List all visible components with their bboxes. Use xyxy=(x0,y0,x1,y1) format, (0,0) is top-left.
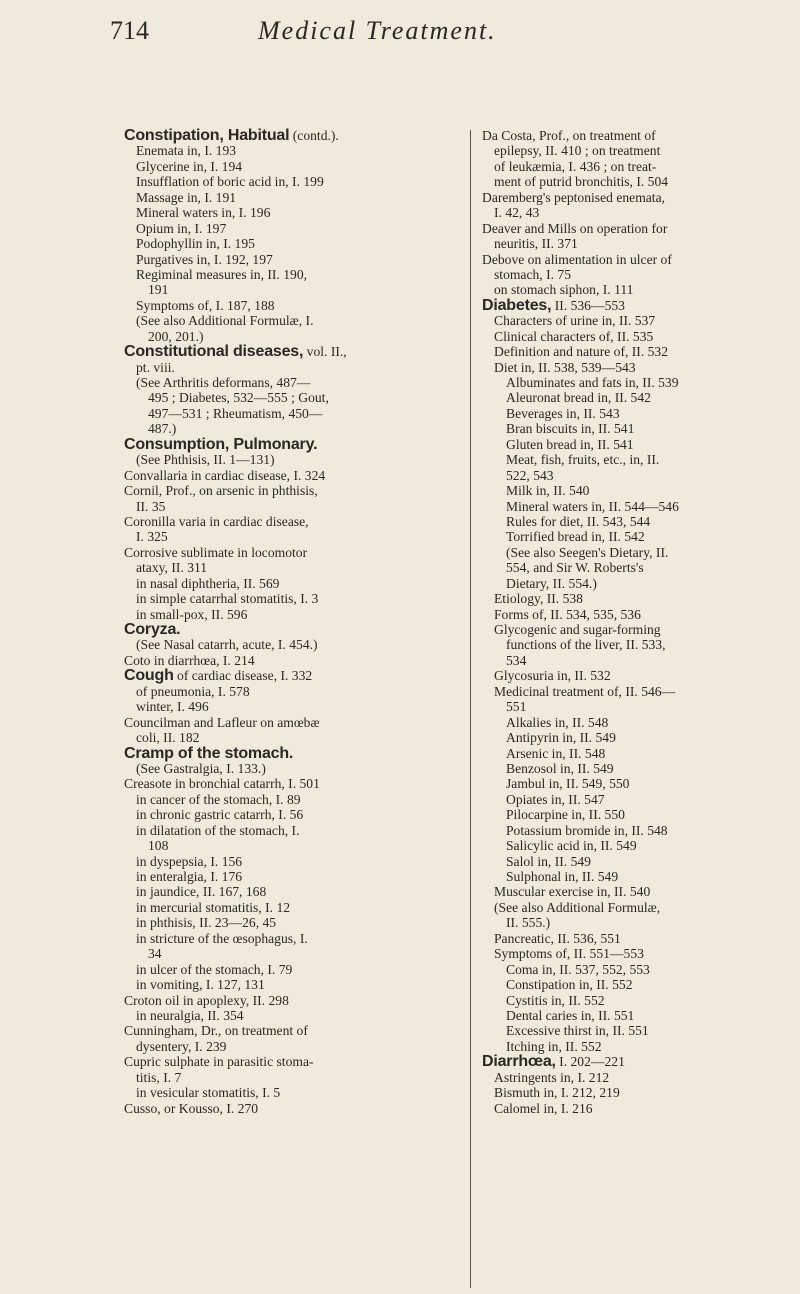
index-entry-text: in small-pox, II. 596 xyxy=(136,606,248,622)
index-entry-line xyxy=(124,174,460,189)
index-heading: Consumption, Pulmonary. xyxy=(124,435,318,453)
index-entry-line xyxy=(482,761,800,776)
index-entry-line xyxy=(124,653,460,668)
index-entry-text: 34 xyxy=(148,946,162,962)
index-entry-line xyxy=(124,267,460,282)
index-entry-line xyxy=(482,699,800,714)
index-entry-text: Enemata in, I. 193 xyxy=(136,143,237,159)
index-entry-text: (See Phthisis, II. 1—131) xyxy=(136,452,275,468)
index-entry-line xyxy=(124,1023,460,1038)
index-entry-line xyxy=(482,900,800,915)
index-entry-line xyxy=(482,915,800,930)
column-divider xyxy=(470,130,471,1288)
index-entry-line xyxy=(124,699,460,714)
index-entry-text: Cunningham, Dr., on treatment of xyxy=(124,1023,308,1039)
index-entry-text: Cystitis in, II. 552 xyxy=(506,992,605,1008)
index-entry-line xyxy=(124,329,460,344)
index-entry-text: 108 xyxy=(148,838,169,854)
index-entry-line xyxy=(124,282,460,297)
index-entry-text: Convallaria in cardiac disease, I. 324 xyxy=(124,467,326,483)
index-entry-line xyxy=(124,159,460,174)
index-entry-text: Cornil, Prof., on arsenic in phthisis, xyxy=(124,483,318,499)
index-heading: Constitutional diseases, xyxy=(124,343,304,361)
index-entry-line xyxy=(124,637,460,652)
index-entry-text: Symptoms of, II. 551—553 xyxy=(494,946,644,962)
index-entry-text: Regiminal measures in, II. 190, xyxy=(136,266,308,282)
index-entry-line xyxy=(482,205,800,220)
index-entry-text: Potassium bromide in, II. 548 xyxy=(506,822,668,838)
index-entry-text: in jaundice, II. 167, 168 xyxy=(136,884,267,900)
index-entry-line xyxy=(482,452,800,467)
index-heading: Diabetes, xyxy=(482,296,552,314)
index-entry-line xyxy=(124,221,460,236)
index-entry-line xyxy=(482,1023,800,1038)
index-entry-text: in vesicular stomatitis, I. 5 xyxy=(136,1085,281,1101)
index-entry-line xyxy=(124,468,460,483)
index-entry-text: 497—531 ; Rheumatism, 450— xyxy=(148,405,323,421)
index-entry-text: titis, I. 7 xyxy=(136,1069,182,1085)
index-entry-text: ment of putrid bronchitis, I. 504 xyxy=(494,174,669,190)
index-entry-line xyxy=(124,807,460,822)
index-entry-text: vol. II., xyxy=(303,344,347,360)
index-entry-line xyxy=(124,1008,460,1023)
index-entry-line xyxy=(482,468,800,483)
index-entry-text: of leukæmia, I. 436 ; on treat- xyxy=(494,158,657,174)
index-entry-text: Glycosuria in, II. 532 xyxy=(494,668,611,684)
index-entry-line xyxy=(124,375,460,390)
index-entry-line xyxy=(482,1054,800,1069)
index-entry-text: in neuralgia, II. 354 xyxy=(136,1007,244,1023)
index-entry-text: in nasal diphtheria, II. 569 xyxy=(136,575,280,591)
index-entry-text: Calomel in, I. 216 xyxy=(494,1100,593,1116)
index-heading: Coryza. xyxy=(124,621,181,638)
index-entry-line xyxy=(124,514,460,529)
index-entry-line xyxy=(482,159,800,174)
index-entry-text: in stricture of the œsophagus, I. xyxy=(136,930,308,946)
index-entry-text: Creasote in bronchial catarrh, I. 501 xyxy=(124,776,320,792)
index-entry-text: Milk in, II. 540 xyxy=(506,483,590,499)
index-entry-text: 487.) xyxy=(148,421,177,437)
index-entry-text: Podophyllin in, I. 195 xyxy=(136,236,255,252)
index-entry-text: Characters of urine in, II. 537 xyxy=(494,313,656,329)
index-column-right xyxy=(482,128,800,1116)
index-entry-line xyxy=(124,298,460,313)
index-entry-line xyxy=(124,668,460,683)
index-entry-line xyxy=(124,437,460,452)
index-entry-text: Glycerine in, I. 194 xyxy=(136,158,243,174)
index-entry-text: (See Gastralgia, I. 133.) xyxy=(136,760,266,776)
page-number: 714 xyxy=(110,16,149,45)
index-entry-line xyxy=(482,668,800,683)
index-entry-line xyxy=(482,221,800,236)
index-entry-text: Sulphonal in, II. 549 xyxy=(506,869,619,884)
index-entry-line xyxy=(124,776,460,791)
index-entry-text: Salol in, II. 549 xyxy=(506,853,591,869)
index-entry-text: Aleuronat bread in, II. 542 xyxy=(506,390,651,406)
index-entry-line xyxy=(482,1085,800,1100)
index-entry-line xyxy=(482,746,800,761)
index-entry-line xyxy=(482,344,800,359)
index-entry-line xyxy=(124,761,460,776)
index-entry-text: Glycogenic and sugar-forming xyxy=(494,622,661,637)
index-column-left xyxy=(124,128,460,1116)
index-entry-text: I. 325 xyxy=(136,529,168,545)
index-entry-line xyxy=(482,869,800,884)
index-entry-line xyxy=(124,591,460,606)
index-entry-line xyxy=(124,128,460,143)
index-entry-text: dysentery, I. 239 xyxy=(136,1038,227,1054)
index-entry-line xyxy=(124,1101,460,1116)
index-entry-line xyxy=(482,591,800,606)
index-entry-line xyxy=(124,452,460,467)
index-entry-line xyxy=(482,437,800,452)
index-entry-text: II. 536—553 xyxy=(551,297,625,313)
index-entry-line xyxy=(482,560,800,575)
index-entry-text: Albuminates and fats in, II. 539 xyxy=(506,375,679,390)
index-entry-text: epilepsy, II. 410 ; on treatment xyxy=(494,143,661,159)
index-entry-text: (See also Additional Formulæ, xyxy=(494,899,661,915)
index-entry-line xyxy=(124,715,460,730)
index-entry-text: in ulcer of the stomach, I. 79 xyxy=(136,961,293,977)
index-entry-text: Muscular exercise in, II. 540 xyxy=(494,884,651,900)
index-entry-text: Clinical characters of, II. 535 xyxy=(494,328,654,344)
index-entry-text: in enteralgia, I. 176 xyxy=(136,869,243,884)
index-entry-line xyxy=(124,1085,460,1100)
index-entry-text: Constipation in, II. 552 xyxy=(506,977,633,993)
index-entry-line xyxy=(482,823,800,838)
index-entry-text: Purgatives in, I. 192, 197 xyxy=(136,251,273,267)
index-entry-text: Jambul in, II. 549, 550 xyxy=(506,776,630,792)
index-entry-line xyxy=(124,344,460,359)
index-entry-text: functions of the liver, II. 533, xyxy=(506,637,666,653)
index-entry-line xyxy=(124,854,460,869)
index-entry-line xyxy=(482,298,800,313)
index-entry-text: (contd.). xyxy=(289,128,339,143)
index-entry-line xyxy=(124,236,460,251)
index-entry-text: Astringents in, I. 212 xyxy=(494,1069,610,1085)
index-entry-line xyxy=(482,360,800,375)
index-entry-text: in phthisis, II. 23—26, 45 xyxy=(136,915,277,931)
index-entry-line xyxy=(482,576,800,591)
index-entry-text: on stomach siphon, I. 111 xyxy=(494,282,634,298)
index-entry-line xyxy=(124,915,460,930)
index-entry-line xyxy=(482,529,800,544)
index-entry-line xyxy=(482,128,800,143)
index-entry-text: Arsenic in, II. 548 xyxy=(506,745,606,761)
index-entry-line xyxy=(124,946,460,961)
index-entry-text: pt. viii. xyxy=(136,359,175,375)
index-entry-text: Bismuth in, I. 212, 219 xyxy=(494,1085,620,1101)
index-entry-text: Mineral waters in, I. 196 xyxy=(136,205,271,221)
index-entry-text: II. 555.) xyxy=(506,915,551,931)
index-entry-text: in simple catarrhal stomatitis, I. 3 xyxy=(136,591,319,607)
index-entry-text: Councilman and Lafleur on amœbæ xyxy=(124,714,320,730)
index-heading: Cough xyxy=(124,667,174,685)
index-entry-text: 495 ; Diabetes, 532—555 ; Gout, xyxy=(148,390,329,406)
index-entry-line xyxy=(482,884,800,899)
index-entry-line xyxy=(124,607,460,622)
index-entry-text: Coronilla varia in cardiac disease, xyxy=(124,513,309,529)
index-entry-text: Meat, fish, fruits, etc., in, II. xyxy=(506,452,660,468)
index-entry-text: in vomiting, I. 127, 131 xyxy=(136,977,265,993)
index-entry-text: Itching in, II. 552 xyxy=(506,1038,602,1054)
index-entry-line xyxy=(482,715,800,730)
index-entry-line xyxy=(482,1008,800,1023)
index-entry-line xyxy=(124,730,460,745)
index-entry-line xyxy=(482,838,800,853)
index-entry-line xyxy=(124,1039,460,1054)
index-entry-text: Antipyrin in, II. 549 xyxy=(506,730,616,746)
index-entry-line xyxy=(124,390,460,405)
index-entry-line xyxy=(124,684,460,699)
index-entry-text: Coma in, II. 537, 552, 553 xyxy=(506,961,650,977)
index-entry-text: Cusso, or Kousso, I. 270 xyxy=(124,1100,259,1116)
index-entry-line xyxy=(482,792,800,807)
index-entry-text: 551 xyxy=(506,699,527,715)
index-entry-line xyxy=(124,622,460,637)
index-entry-line xyxy=(482,545,800,560)
index-entry-line xyxy=(482,329,800,344)
index-entry-text: Pancreatic, II. 536, 551 xyxy=(494,930,621,946)
page-header xyxy=(0,8,800,58)
index-entry-text: 522, 543 xyxy=(506,467,554,483)
index-entry-text: Opiates in, II. 547 xyxy=(506,791,605,807)
index-entry-text: Forms of, II. 534, 535, 536 xyxy=(494,606,641,622)
index-entry-text: Alkalies in, II. 548 xyxy=(506,714,609,730)
index-entry-line xyxy=(482,946,800,961)
index-entry-text: Etiology, II. 538 xyxy=(494,591,583,607)
index-entry-text: of cardiac disease, I. 332 xyxy=(173,668,313,684)
index-entry-text: Pilocarpine in, II. 550 xyxy=(506,807,625,823)
index-entry-text: 191 xyxy=(148,282,169,298)
index-entry-line xyxy=(124,576,460,591)
index-entry-text: Coto in diarrhœa, I. 214 xyxy=(124,652,255,668)
index-entry-line xyxy=(124,252,460,267)
index-entry-text: Insufflation of boric acid in, I. 199 xyxy=(136,174,324,190)
index-entry-text: in cancer of the stomach, I. 89 xyxy=(136,791,301,807)
index-entry-text: in dilatation of the stomach, I. xyxy=(136,822,300,838)
index-entry-line xyxy=(482,267,800,282)
index-entry-text: Dietary, II. 554.) xyxy=(506,575,597,591)
index-heading: Diarrhœa, xyxy=(482,1053,556,1071)
index-entry-text: Torrified bread in, II. 542 xyxy=(506,529,645,545)
index-entry-text: Excessive thirst in, II. 551 xyxy=(506,1023,649,1039)
index-entry-text: Definition and nature of, II. 532 xyxy=(494,344,669,360)
index-entry-text: stomach, I. 75 xyxy=(494,266,572,282)
index-entry-line xyxy=(482,313,800,328)
index-entry-line xyxy=(124,931,460,946)
index-entry-line xyxy=(124,360,460,375)
index-entry-line xyxy=(124,313,460,328)
index-entry-line xyxy=(482,607,800,622)
running-title: Medical Treatment. xyxy=(258,16,497,45)
index-entry-text: Benzosol in, II. 549 xyxy=(506,760,614,776)
index-entry-text: Corrosive sublimate in locomotor xyxy=(124,544,308,560)
index-entry-line xyxy=(124,545,460,560)
index-entry-line xyxy=(482,252,800,267)
index-entry-text: Cupric sulphate in parasitic stoma- xyxy=(124,1054,314,1070)
index-entry-text: I. 42, 43 xyxy=(494,205,540,221)
index-entry-line xyxy=(482,684,800,699)
index-entry-text: Massage in, I. 191 xyxy=(136,189,237,205)
index-entry-line xyxy=(124,483,460,498)
index-entry-text: in dyspepsia, I. 156 xyxy=(136,853,243,869)
index-entry-line xyxy=(124,823,460,838)
index-entry-line xyxy=(124,869,460,884)
index-entry-text: winter, I. 496 xyxy=(136,699,209,715)
index-entry-line xyxy=(482,1070,800,1085)
index-entry-line xyxy=(482,637,800,652)
index-entry-line xyxy=(124,529,460,544)
index-entry-text: Opium in, I. 197 xyxy=(136,220,227,236)
index-entry-text: Da Costa, Prof., on treatment of xyxy=(482,128,656,143)
index-entry-text: Bran biscuits in, II. 541 xyxy=(506,421,635,437)
index-entry-line xyxy=(124,993,460,1008)
index-entry-line xyxy=(124,962,460,977)
index-entry-text: Debove on alimentation in ulcer of xyxy=(482,251,672,267)
index-entry-line xyxy=(482,653,800,668)
index-entry-text: Daremberg's peptonised enemata, xyxy=(482,189,666,205)
index-entry-line xyxy=(124,746,460,761)
index-entry-line xyxy=(482,236,800,251)
index-entry-text: 534 xyxy=(506,652,527,668)
index-entry-line xyxy=(482,390,800,405)
index-entry-line xyxy=(482,993,800,1008)
index-entry-line xyxy=(124,205,460,220)
index-entry-text: 554, and Sir W. Roberts's xyxy=(506,560,644,576)
index-entry-line xyxy=(124,421,460,436)
index-entry-text: Deaver and Mills on operation for xyxy=(482,220,668,236)
index-entry-line xyxy=(124,838,460,853)
index-entry-text: 200, 201.) xyxy=(148,328,204,344)
index-entry-text: Gluten bread in, II. 541 xyxy=(506,436,634,452)
index-entry-text: (See Arthritis deformans, 487— xyxy=(136,375,311,390)
index-entry-line xyxy=(124,900,460,915)
index-entry-line xyxy=(482,730,800,745)
index-entry-line xyxy=(482,962,800,977)
index-entry-line xyxy=(482,776,800,791)
index-entry-text: Salicylic acid in, II. 549 xyxy=(506,838,637,854)
index-entry-line xyxy=(124,143,460,158)
index-entry-text: in chronic gastric catarrh, I. 56 xyxy=(136,807,304,823)
index-entry-text: Dental caries in, II. 551 xyxy=(506,1007,635,1023)
index-entry-line xyxy=(482,282,800,297)
index-entry-text: Medicinal treatment of, II. 546— xyxy=(494,683,676,699)
index-entry-line xyxy=(482,483,800,498)
index-entry-line xyxy=(482,931,800,946)
index-entry-text: (See also Additional Formulæ, I. xyxy=(136,313,314,329)
index-entry-text: Mineral waters in, II. 544—546 xyxy=(506,498,679,514)
index-entry-line xyxy=(482,174,800,189)
index-entry-text: coli, II. 182 xyxy=(136,730,200,746)
index-entry-line xyxy=(124,977,460,992)
index-entry-text: Diet in, II. 538, 539—543 xyxy=(494,359,636,375)
index-entry-text: Beverages in, II. 543 xyxy=(506,405,620,421)
index-entry-line xyxy=(482,375,800,390)
index-entry-text: ataxy, II. 311 xyxy=(136,560,208,576)
index-entry-text: Croton oil in apoplexy, II. 298 xyxy=(124,992,289,1008)
index-entry-line xyxy=(482,854,800,869)
index-entry-text: of pneumonia, I. 578 xyxy=(136,683,250,699)
index-heading: Constipation, Habitual xyxy=(124,127,290,144)
index-entry-line xyxy=(482,143,800,158)
index-entry-text: II. 35 xyxy=(136,498,166,514)
index-entry-text: (See also Seegen's Dietary, II. xyxy=(506,544,669,560)
index-entry-line xyxy=(482,406,800,421)
index-entry-line xyxy=(124,406,460,421)
index-entry-text: (See Nasal catarrh, acute, I. 454.) xyxy=(136,637,318,653)
index-entry-line xyxy=(482,807,800,822)
index-entry-line xyxy=(482,622,800,637)
index-entry-line xyxy=(124,1070,460,1085)
index-entry-text: neuritis, II. 371 xyxy=(494,236,578,252)
index-entry-line xyxy=(124,792,460,807)
index-entry-text: in mercurial stomatitis, I. 12 xyxy=(136,899,291,915)
index-entry-line xyxy=(124,1054,460,1069)
index-entry-line xyxy=(482,1101,800,1116)
index-entry-line xyxy=(482,190,800,205)
index-entry-line xyxy=(482,1039,800,1054)
index-entry-text: I. 202—221 xyxy=(555,1054,625,1070)
index-entry-line xyxy=(124,560,460,575)
index-entry-line xyxy=(482,514,800,529)
index-entry-line xyxy=(124,499,460,514)
index-entry-text: Symptoms of, I. 187, 188 xyxy=(136,297,275,313)
index-entry-line xyxy=(482,977,800,992)
index-entry-line xyxy=(124,884,460,899)
index-entry-line xyxy=(124,190,460,205)
index-heading: Cramp of the stomach. xyxy=(124,744,294,762)
index-entry-line xyxy=(482,421,800,436)
index-entry-text: Rules for diet, II. 543, 544 xyxy=(506,513,651,529)
index-entry-line xyxy=(482,499,800,514)
